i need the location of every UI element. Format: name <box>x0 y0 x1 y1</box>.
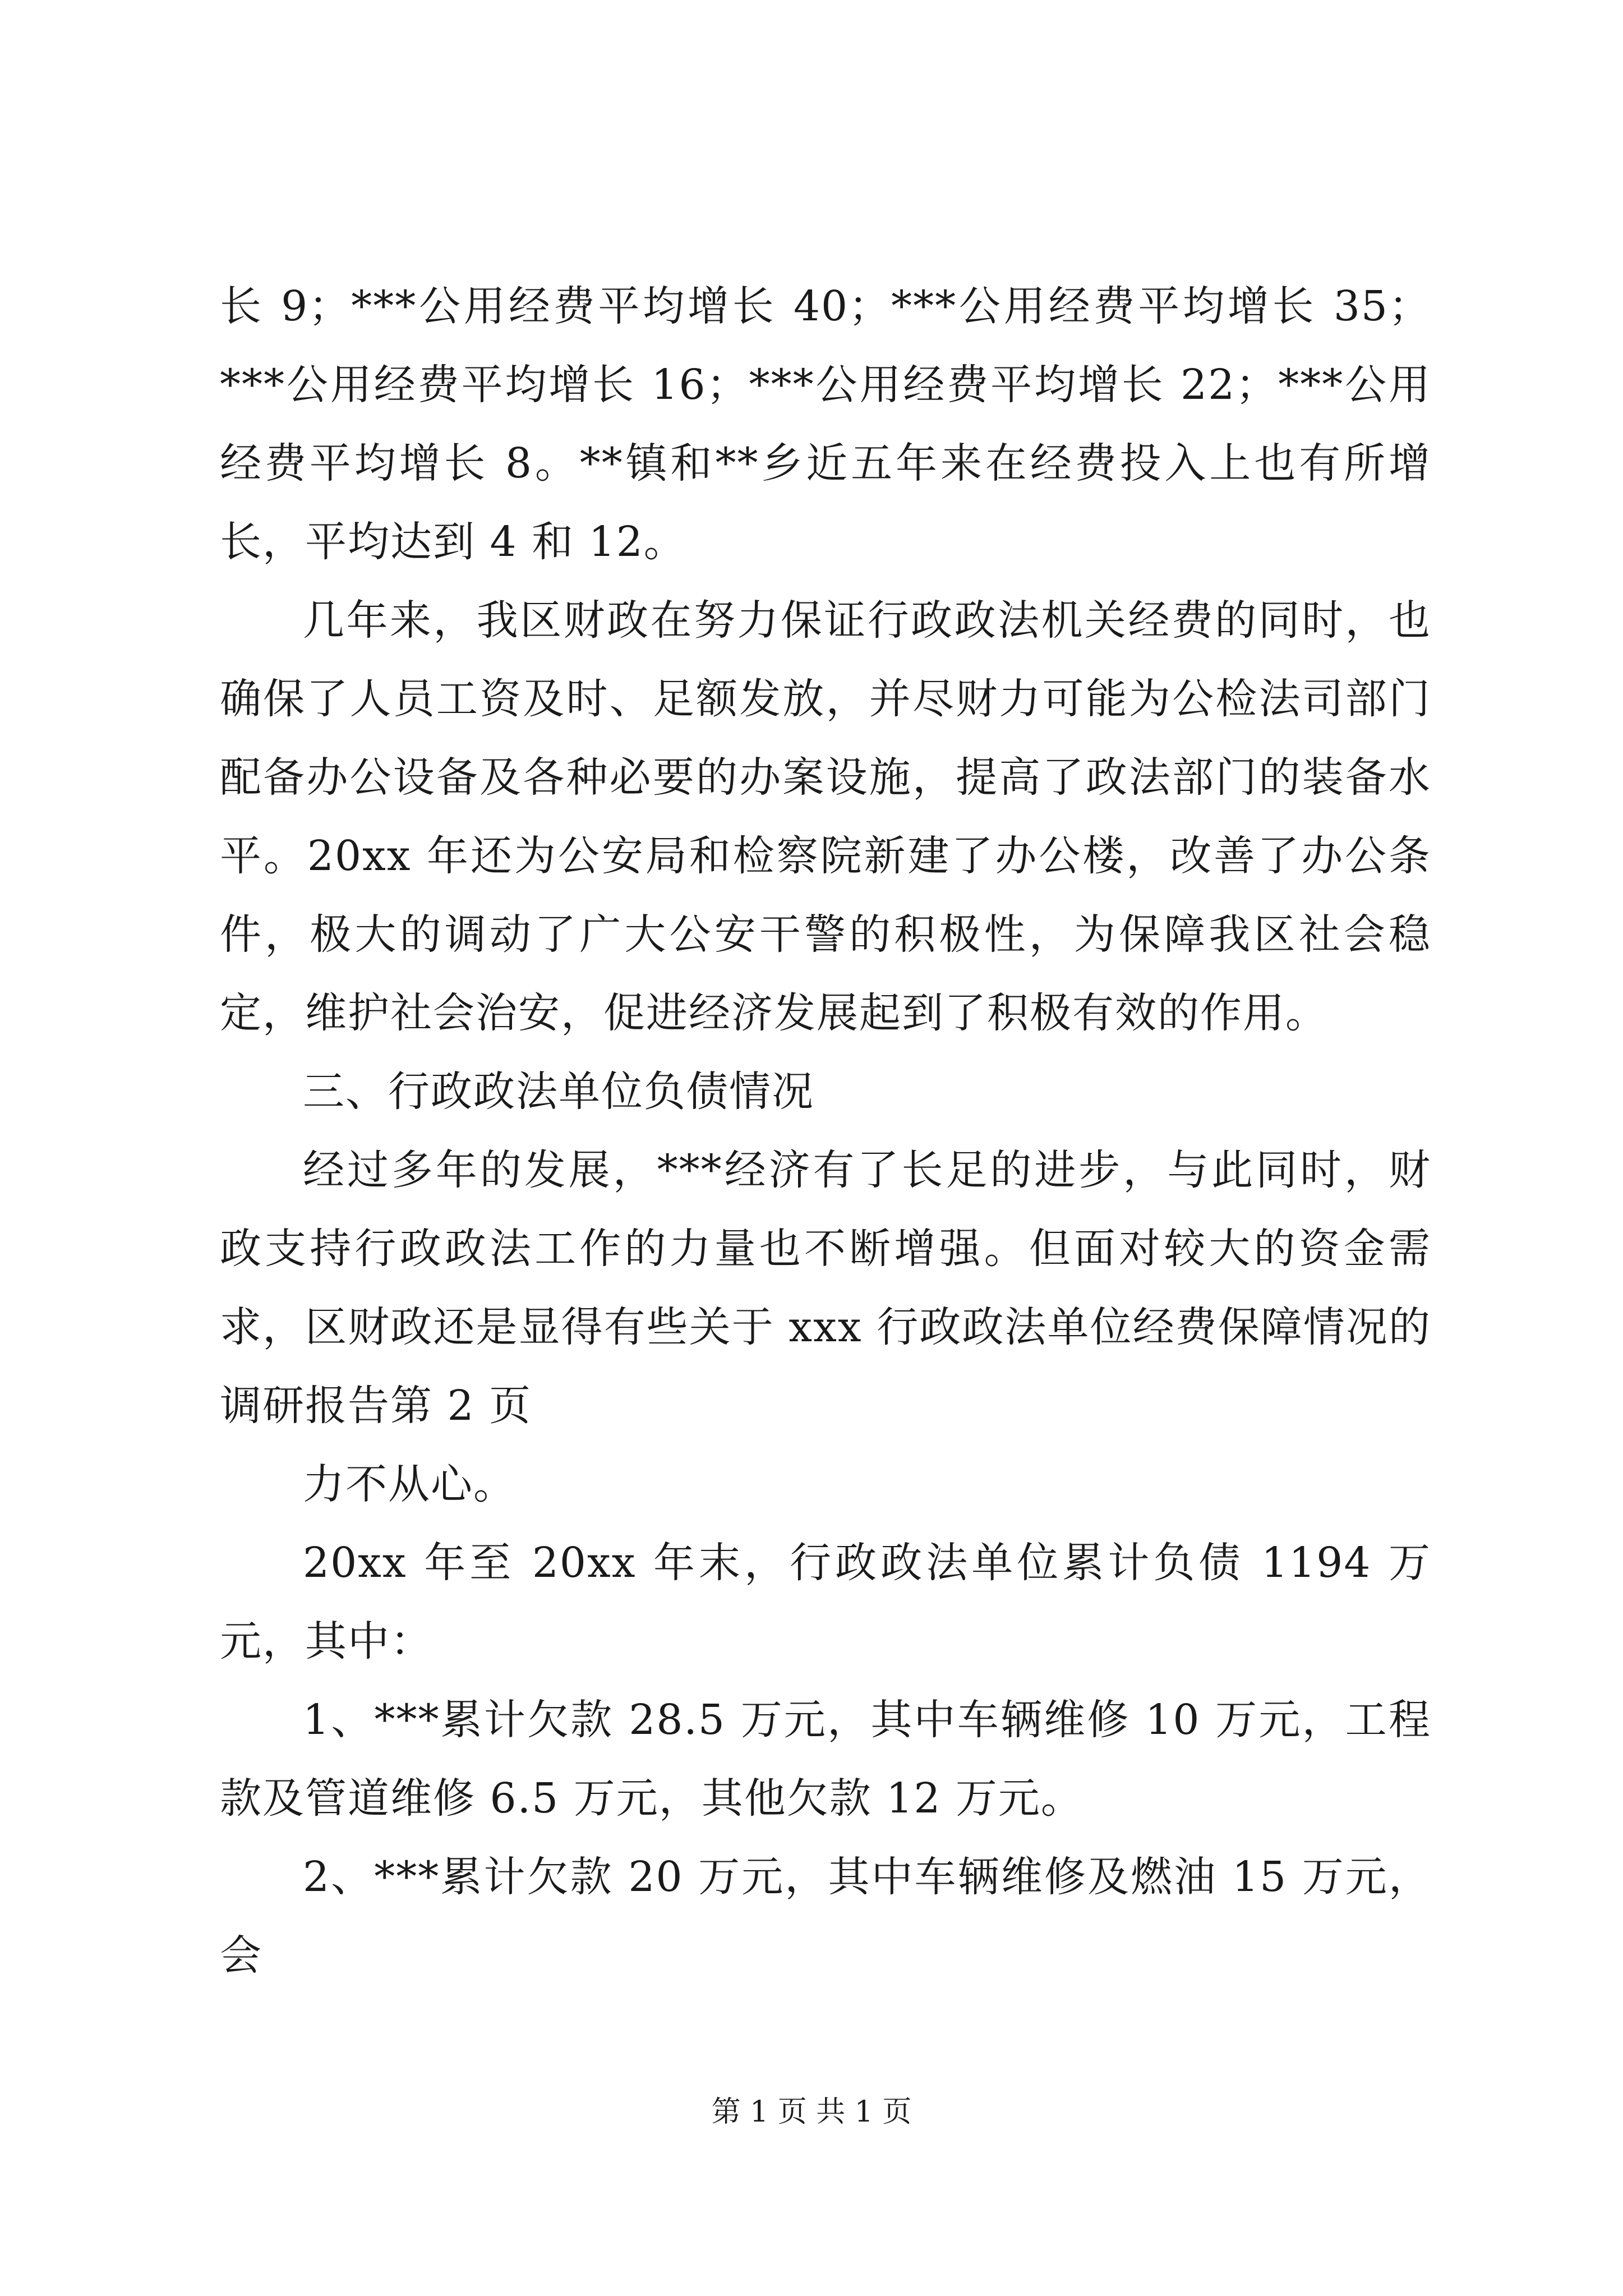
list-item-2: 2、***累计欠款 20 万元，其中车辆维修及燃油 15 万元，会 <box>220 1853 1431 1980</box>
document-body <box>220 267 1431 1995</box>
page-footer: 第 1 页 共 1 页 <box>711 2095 912 2129</box>
section-heading: 三、行政政法单位负债情况 <box>303 1068 814 1116</box>
paragraph-3: 经过多年的发展，***经济有了长足的进步，与此同时，财政支持行政政法工作的力量也不断增强。但面对较大的资金需求，区财政还是显得有些关于 xxx 行政政法单位经费保障情况的调研报告第 2 页 <box>220 1146 1431 1430</box>
paragraph-1: 长 9；***公用经费平均增长 40；***公用经费平均增长 35；***公用经费平均增长 16；***公用经费平均增长 22；***公用经费平均增长 8。**镇和**乡近五年来在经费投入上也有所增长，平均达到 4 和 12。 <box>220 282 1431 566</box>
list-item-1: 1、***累计欠款 28.5 万元，其中车辆维修 10 万元，工程款及管道维修 6.5 万元，其他欠款 12 万元。 <box>220 1696 1431 1823</box>
paragraph-5: 20xx 年至 20xx 年末，行政政法单位累计负债 1194 万元，其中： <box>220 1539 1431 1665</box>
paragraph-2: 几年来，我区财政在努力保证行政政法机关经费的同时，也确保了人员工资及时、足额发放，并尽财力可能为公检法司部门配备办公设备及各种必要的办案设施，提高了政法部门的装备水平。20xx 年还为公安局和检察院新建了办公楼，改善了办公条件，极大的调动了广大公安干警的积极性，为保障我区社会稳定，维护社会治安，促进经济发展起到了积极有效的作用。 <box>220 596 1431 1037</box>
paragraph-4: 力不从心。 <box>303 1460 516 1508</box>
